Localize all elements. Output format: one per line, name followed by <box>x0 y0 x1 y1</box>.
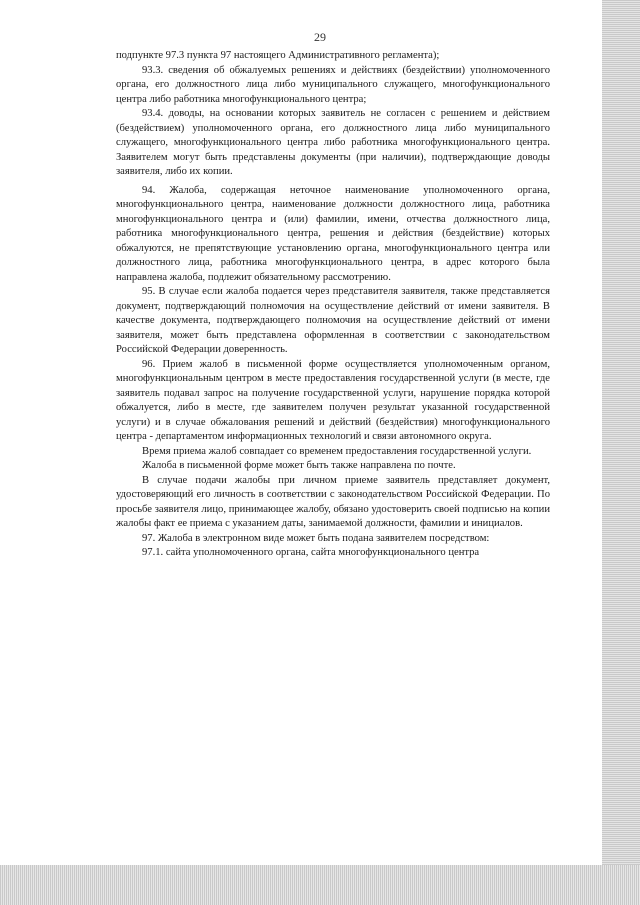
paragraph-continuation: подпункте 97.3 пункта 97 настоящего Административного регламента); <box>116 50 440 61</box>
scan-right-edge <box>602 0 640 905</box>
paragraph-95: 95. В случае если жалоба подается через представителя заявителя, также представляется документ, подтверждающий полномочия на осуществление действий от имени заявителя. В качестве документа, подтверждающего полномочия на осуществление действий от имени заявителя, может быть представлена оформленная в соответствии с законодательством Российской Федерации доверенность. <box>116 286 550 355</box>
paragraph-by-post: Жалоба в письменной форме может быть также направлена по почте. <box>142 460 456 471</box>
paragraph-97-1: 97.1. сайта уполномоченного органа, сайта многофункционального центра <box>142 547 480 558</box>
paragraph-reception-time: Время приема жалоб совпадает со временем предоставления государственной услуги. <box>142 445 532 457</box>
paragraph-93-4: 93.4. доводы, на основании которых заявитель не согласен с решением и действием (бездействием) уполномоченного органа, его должностного лица либо муниципального служащего, многофункционального центра либо работника многофункционального центра. Заявителем могут быть представлены документы (при наличии), подтверждающие доводы заявителя, либо их копии. <box>116 108 550 177</box>
paragraph-97: 97. Жалоба в электронном виде может быть подана заявителем посредством: <box>142 532 490 544</box>
page-number: 29 <box>314 30 326 44</box>
scan-bottom-edge <box>0 865 640 905</box>
paragraph-96: 96. Прием жалоб в письменной форме осуществляется уполномоченным органом, многофункциональным центром в месте предоставления государственной услуги (в месте, где заявитель подавал запрос на получение государственной услуги, нарушение порядка которой обжалуется, либо в месте, где заявителем получен результат указанной государственной услуги) и в случае обжалования решений и действий (бездействия) многофункционального центра - департаментом информационных технологий и связи автономного округа. <box>116 358 550 442</box>
document-body <box>116 49 550 561</box>
paragraph-93-3: 93.3. сведения об обжалуемых решениях и действиях (бездействии) уполномоченного органа, его должностного лица либо муниципального служащего, многофункционального центра либо работника многофункционального центра; <box>116 64 550 105</box>
paragraph-94: 94. Жалоба, содержащая неточное наименование уполномоченного органа, многофункционального центра, наименование должности должностного лица, работника многофункционального центра и (или) фамилии, имени, отчества должностного лица, работника многофункционального центра, решения и действия (бездействие) которых обжалуются, не препятствующие установлению органа, многофункционального центра или должностного лица, работника многофункционального центра, в адрес которого была направлена жалоба, подлежит обязательному рассмотрению. <box>116 184 550 283</box>
paragraph-personal-reception: В случае подачи жалобы при личном приеме заявитель представляет документ, удостоверяющий его личность в соответствии с законодательством Российской Федерации. По просьбе заявителя лицо, принимающее жалобу, обязано удостоверить своей подписью на копии жалобы факт ее приема с указанием даты, занимаемой должности, фамилии и инициалов. <box>116 474 550 529</box>
